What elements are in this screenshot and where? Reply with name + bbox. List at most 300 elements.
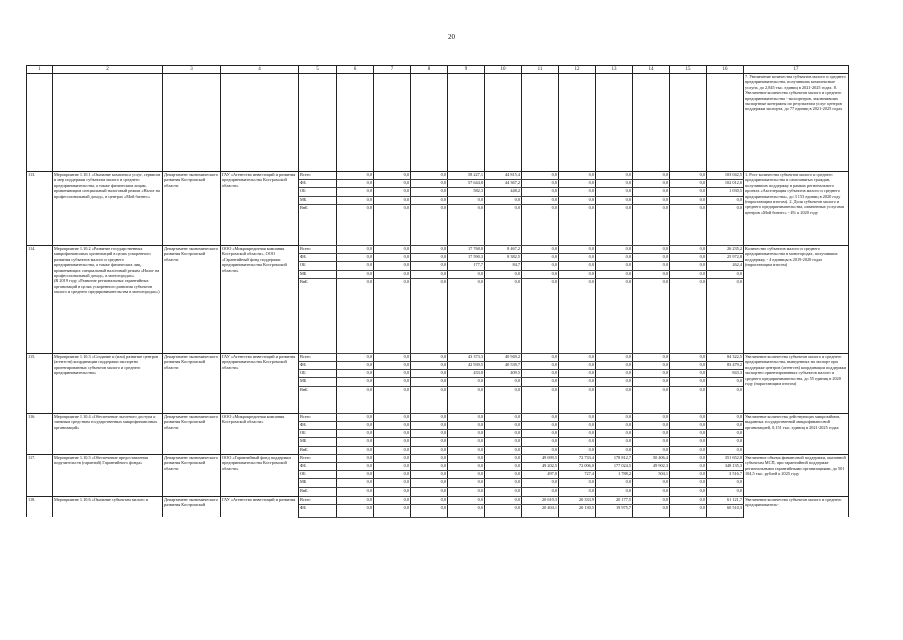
amount-cell: 448,2 (485, 188, 522, 196)
amount-cell: 0,0 (559, 254, 596, 262)
amount-cell: 0,0 (633, 504, 670, 517)
amount-cell: 0,0 (707, 270, 744, 278)
amount-cell: 0,0 (559, 446, 596, 454)
amount-cell: 0,0 (374, 254, 411, 262)
amount-cell: 0,0 (448, 462, 485, 470)
column-header: 1 (27, 66, 53, 74)
amount-cell: 42 939,5 (448, 362, 485, 370)
amount-cell: 0,0 (374, 386, 411, 413)
amount-cell: 0,0 (374, 487, 411, 496)
amount-cell: 19 975,7 (596, 504, 633, 517)
amount-cell: 0,0 (559, 180, 596, 188)
amount-cell: 0,0 (374, 471, 411, 479)
measure-cell: Мероприятие 1.10.2 «Развитие государственных микрофинансовых организаций в целях ускоренного развития субъектов малого и среднего предпринимательства, а также физических лиц, применяющих специальный налоговый режим «Налог на профессиональный доход», в моногородах». (В 2019 году «Развитие региональных гарантийных организаций в целях ускоренного развития субъектов малого и среднего предпринимательства в моногородах») (53, 245, 163, 353)
amount-cell: 0,0 (670, 438, 707, 446)
amount-cell: 0,0 (337, 362, 374, 370)
empty-cell (707, 74, 744, 172)
funding-source-cell: ОБ (299, 188, 337, 196)
amount-cell: 0,0 (522, 446, 559, 454)
amount-cell: 0,0 (337, 430, 374, 438)
funding-source-cell: ВнБ (299, 278, 337, 353)
amount-cell: 0,0 (485, 471, 522, 479)
amount-cell: 0,0 (374, 479, 411, 487)
amount-cell: 58 227,1 (448, 172, 485, 180)
funding-source-cell: ФБ (299, 254, 337, 262)
amount-cell: 0,0 (374, 504, 411, 517)
amount-cell: 0,0 (485, 204, 522, 245)
amount-cell: 61 121,7 (707, 496, 744, 504)
amount-cell: 0,0 (596, 278, 633, 353)
amount-cell: 0,0 (670, 204, 707, 245)
amount-cell: 0,0 (707, 430, 744, 438)
amount-cell: 843,3 (707, 370, 744, 378)
amount-cell: 0,0 (633, 446, 670, 454)
amount-cell: 0,0 (411, 446, 448, 454)
amount-cell: 0,0 (633, 353, 670, 361)
funding-source-cell: Всего (299, 413, 337, 421)
amount-cell: 0,0 (559, 413, 596, 421)
outcome-cell: Увеличение количества субъектов малого и среднего предпринимательства, выведенных на экспорт при поддержке центров (агентств) координации поддержки экспортно ориентированных субъектов малого и среднего предпринимательства, до 55 единиц в 2020 году (нарастающим итогом) (744, 353, 849, 413)
column-header: 14 (633, 66, 670, 74)
amount-cell: 0,0 (448, 446, 485, 454)
amount-cell: 84 322,5 (707, 353, 744, 361)
amount-cell: 1 788,2 (596, 471, 633, 479)
amount-cell: 60 510,3 (707, 504, 744, 517)
amount-cell: 0,0 (448, 204, 485, 245)
table-row (27, 172, 849, 180)
amount-cell: 0,0 (337, 172, 374, 180)
amount-cell: 0,0 (707, 204, 744, 245)
amount-cell: 0,0 (670, 471, 707, 479)
amount-cell: 0,0 (337, 454, 374, 462)
amount-cell: 0,0 (411, 370, 448, 378)
amount-cell: 0,0 (448, 504, 485, 517)
amount-cell: 0,0 (559, 262, 596, 270)
amount-cell: 0,0 (448, 496, 485, 504)
measure-cell: Мероприятие 1.10.4 «Обеспечение льготного доступа к заемным средствам государственных микрофинансовых организаций» (53, 413, 163, 454)
amount-cell: 0,0 (374, 438, 411, 446)
outcome-cell: 1. Рост количества субъектов малого и среднего предпринимательства и самозанятых граждан, получивших поддержку в рамках регионального проекта «Акселерация субъектов малого и среднего предпринимательства», до 3 153 единиц в 2020 году (нарастающим итогом). 2. Доля субъектов малого и среднего предпринимательства, охваченных услугами центров «Мой бизнес» - 4% к 2020 году (744, 172, 849, 246)
amount-cell: 0,0 (448, 422, 485, 430)
amount-cell: 0,0 (337, 496, 374, 504)
amount-cell: 0,0 (596, 270, 633, 278)
funding-source-cell: ФБ (299, 462, 337, 470)
amount-cell: 0,0 (559, 430, 596, 438)
amount-cell: 0,0 (670, 487, 707, 496)
amount-cell: 0,0 (559, 196, 596, 204)
amount-cell: 40 949,2 (485, 353, 522, 361)
amount-cell: 0,0 (374, 172, 411, 180)
column-header: 9 (448, 66, 485, 74)
amount-cell: 0,0 (707, 386, 744, 413)
column-header: 17 (744, 66, 849, 74)
funding-source-cell: ОБ (299, 430, 337, 438)
amount-cell: 0,0 (522, 487, 559, 496)
amount-cell: 17 590,3 (448, 254, 485, 262)
empty-cell (337, 74, 374, 172)
amount-cell: 0,0 (337, 196, 374, 204)
amount-cell: 0,0 (485, 504, 522, 517)
participant-cell: ГАУ «Агентство инвестиций и развития предпринимательства Костромской области» (221, 172, 299, 246)
amount-cell: 0,0 (670, 413, 707, 421)
amount-cell: 0,0 (337, 471, 374, 479)
amount-cell: 0,0 (337, 479, 374, 487)
empty-cell (299, 74, 337, 172)
amount-cell: 0,0 (374, 422, 411, 430)
amount-cell: 0,0 (485, 462, 522, 470)
outcome-cell: Количество субъектов малого и среднего предпринимательства в моногородах, получивших поддержку, - 4 единицы в 2019-2020 годах (нарастающим итогом) (744, 245, 849, 353)
amount-cell: 43 373,3 (448, 353, 485, 361)
amount-cell: 0,0 (374, 262, 411, 270)
funding-source-cell: МБ (299, 438, 337, 446)
amount-cell: 0,0 (411, 196, 448, 204)
amount-cell: 0,0 (670, 353, 707, 361)
amount-cell: 0,0 (522, 362, 559, 370)
amount-cell: 0,0 (559, 172, 596, 180)
program-table-sheet (26, 65, 847, 518)
row-number-cell: 116. (27, 413, 53, 454)
amount-cell: 0,0 (411, 454, 448, 462)
amount-cell: 0,0 (374, 454, 411, 462)
amount-cell: 0,0 (411, 504, 448, 517)
amount-cell: 0,0 (559, 487, 596, 496)
amount-cell: 0,0 (670, 254, 707, 262)
table-row (27, 454, 849, 462)
amount-cell: 0,0 (596, 262, 633, 270)
column-header: 15 (670, 66, 707, 74)
empty-cell (374, 74, 411, 172)
amount-cell: 0,0 (337, 180, 374, 188)
amount-cell: 50 406,4 (633, 454, 670, 462)
amount-cell: 0,0 (670, 196, 707, 204)
amount-cell: 0,0 (485, 413, 522, 421)
amount-cell: 0,0 (374, 353, 411, 361)
column-header: 7 (374, 66, 411, 74)
amount-cell: 0,0 (633, 487, 670, 496)
amount-cell: 49 202,5 (522, 462, 559, 470)
amount-cell: 0,0 (633, 204, 670, 245)
amount-cell: 0,0 (485, 278, 522, 353)
outcome-cell: Увеличение объема финансовой поддержки, оказанной субъектам МСП, при гарантийной поддержке региональными гарантийными организациями, до 501 104,5 тыс. рублей к 2025 году (744, 454, 849, 496)
amount-cell: 0,0 (596, 446, 633, 454)
table-row (27, 245, 849, 253)
amount-cell: 0,0 (596, 172, 633, 180)
measure-cell: Мероприятие 1.10.6 «Оказание субъектам малого и (53, 496, 163, 517)
amount-cell: 0,0 (670, 262, 707, 270)
empty-cell (411, 74, 448, 172)
amount-cell: 0,0 (670, 422, 707, 430)
amount-cell: 582,3 (448, 188, 485, 196)
amount-cell: 0,0 (559, 204, 596, 245)
row-number-cell: 113. (27, 172, 53, 246)
amount-cell: 0,0 (522, 353, 559, 361)
amount-cell: 0,0 (522, 370, 559, 378)
amount-cell: 0,0 (411, 204, 448, 245)
amount-cell: 0,0 (596, 487, 633, 496)
amount-cell: 0,0 (448, 438, 485, 446)
amount-cell: 20 404,1 (522, 504, 559, 517)
table-body (27, 74, 849, 518)
amount-cell: 177,7 (448, 262, 485, 270)
executor-cell: Департамент экономического развития Костромской области (163, 172, 221, 246)
amount-cell: 0,0 (485, 196, 522, 204)
amount-cell: 0,0 (596, 370, 633, 378)
amount-cell: 0,0 (448, 196, 485, 204)
amount-cell: 0,0 (633, 479, 670, 487)
amount-cell: 0,0 (411, 438, 448, 446)
amount-cell: 0,0 (448, 378, 485, 386)
table-row (27, 413, 849, 421)
amount-cell: 0,0 (485, 378, 522, 386)
amount-cell: 0,0 (337, 422, 374, 430)
amount-cell: 0,0 (670, 188, 707, 196)
program-measures-table (26, 65, 849, 518)
participant-cell: ООО «Микрокредитная компания Костромской области» (221, 413, 299, 454)
amount-cell: 0,0 (559, 378, 596, 386)
amount-cell: 0,0 (596, 378, 633, 386)
amount-cell: 8 382,5 (485, 254, 522, 262)
amount-cell: 0,0 (633, 413, 670, 421)
amount-cell: 44 367,2 (485, 180, 522, 188)
measure-cell: Мероприятие 1.10.3 «Создание и (или) развитие центров (агентств) координации поддержки экспортно ориентированных субъектов малого и среднего предпринимательства» (53, 353, 163, 413)
amount-cell: 0,0 (633, 370, 670, 378)
amount-cell: 0,0 (485, 496, 522, 504)
outcome-cell: Увеличение количества субъектов малого и среднего предприниматель- (744, 496, 849, 517)
amount-cell: 433,8 (448, 370, 485, 378)
amount-cell: 0,0 (374, 496, 411, 504)
amount-cell: 0,0 (337, 438, 374, 446)
amount-cell: 0,0 (448, 386, 485, 413)
amount-cell: 0,0 (559, 370, 596, 378)
amount-cell: 0,0 (374, 245, 411, 253)
amount-cell: 0,0 (670, 479, 707, 487)
amount-cell: 0,0 (633, 196, 670, 204)
amount-cell: 0,0 (485, 386, 522, 413)
amount-cell: 0,0 (448, 479, 485, 487)
amount-cell: 0,0 (559, 188, 596, 196)
amount-cell: 0,0 (411, 278, 448, 353)
amount-cell: 49 699,5 (522, 454, 559, 462)
amount-cell: 0,0 (411, 471, 448, 479)
amount-cell: 348 135,3 (707, 462, 744, 470)
funding-source-cell: МБ (299, 196, 337, 204)
amount-cell: 0,0 (337, 386, 374, 413)
amount-cell: 0,0 (411, 386, 448, 413)
amount-cell: 0,0 (411, 496, 448, 504)
amount-cell: 84,7 (485, 262, 522, 270)
amount-cell: 0,0 (411, 172, 448, 180)
amount-cell: 44 815,4 (485, 172, 522, 180)
funding-source-cell: ОБ (299, 471, 337, 479)
funding-source-cell: ВнБ (299, 487, 337, 496)
participant-cell: ООО «Микрокредитная компания Костромской области», ООО «Гарантийный фонд поддержки предпринимательства Костромской области» (221, 245, 299, 353)
amount-cell: 0,0 (411, 188, 448, 196)
amount-cell: 0,0 (374, 196, 411, 204)
amount-cell: 0,0 (522, 172, 559, 180)
amount-cell: 0,0 (448, 454, 485, 462)
amount-cell: 262,4 (707, 262, 744, 270)
amount-cell: 0,0 (337, 188, 374, 196)
measure-cell: Мероприятие 1.10.1 «Оказание комплекса услуг, сервисов и мер поддержки субъектам малого и среднего предпринимательства, а также физическим лицам, применяющим специальный налоговый режим «Налог на профессиональный доход», в центрах «Мой бизнес» (53, 172, 163, 246)
amount-cell: 0,0 (633, 262, 670, 270)
amount-cell: 0,0 (596, 180, 633, 188)
amount-cell: 0,0 (337, 446, 374, 454)
amount-cell: 0,0 (559, 278, 596, 353)
amount-cell: 0,0 (485, 479, 522, 487)
amount-cell: 0,0 (522, 422, 559, 430)
amount-cell: 0,0 (633, 386, 670, 413)
amount-cell: 0,0 (374, 462, 411, 470)
amount-cell: 0,0 (522, 270, 559, 278)
outcome-cell: 7. Увеличение количества субъектов малого и среднего предпринимательства, получивших комплексные услуги, до 2,845 тыс. единиц в 2021-2025 годах. 8. Увеличение количества субъектов малого и среднего предпринимательства - экспортеров, заключивших экспортные контракты по результатам услуг центров поддержки экспорта, до 77 единиц в 2021-2025 годах (744, 74, 849, 172)
empty-cell (633, 74, 670, 172)
amount-cell: 0,0 (670, 454, 707, 462)
amount-cell: 0,0 (411, 479, 448, 487)
amount-cell: 0,0 (707, 196, 744, 204)
amount-cell: 0,0 (522, 262, 559, 270)
amount-cell: 0,0 (337, 353, 374, 361)
amount-cell: 0,0 (374, 362, 411, 370)
amount-cell: 0,0 (522, 254, 559, 262)
funding-source-cell: МБ (299, 378, 337, 386)
amount-cell: 0,0 (522, 430, 559, 438)
amount-cell: 0,0 (411, 180, 448, 188)
amount-cell: 0,0 (337, 378, 374, 386)
empty-cell (221, 74, 299, 172)
amount-cell: 0,0 (337, 487, 374, 496)
amount-cell: 0,0 (411, 430, 448, 438)
amount-cell: 0,0 (485, 454, 522, 462)
amount-cell: 0,0 (633, 188, 670, 196)
amount-cell: 0,0 (596, 438, 633, 446)
amount-cell: 0,0 (337, 462, 374, 470)
funding-source-cell: ВнБ (299, 204, 337, 245)
amount-cell: 0,0 (596, 254, 633, 262)
participant-cell: ООО «Гарантийный фонд поддержки предпринимательства Костромской области» (221, 454, 299, 496)
empty-cell (485, 74, 522, 172)
amount-cell: 0,0 (337, 270, 374, 278)
amount-cell: 0,0 (707, 378, 744, 386)
amount-cell: 0,0 (670, 430, 707, 438)
amount-cell: 0,0 (596, 362, 633, 370)
amount-cell: 0,0 (670, 370, 707, 378)
amount-cell: 17 768,0 (448, 245, 485, 253)
executor-cell: Департамент экономического развития Костромской области (163, 413, 221, 454)
amount-cell: 0,0 (559, 353, 596, 361)
amount-cell: 0,0 (670, 386, 707, 413)
amount-cell: 0,0 (485, 438, 522, 446)
empty-cell (522, 74, 559, 172)
amount-cell: 25 972,8 (707, 254, 744, 262)
amount-cell: 0,0 (707, 479, 744, 487)
amount-cell: 0,0 (707, 446, 744, 454)
amount-cell: 0,0 (633, 245, 670, 253)
amount-cell: 0,0 (374, 378, 411, 386)
amount-cell: 0,0 (374, 278, 411, 353)
amount-cell: 0,0 (596, 353, 633, 361)
amount-cell: 72 006,0 (559, 462, 596, 470)
amount-cell: 0,0 (448, 278, 485, 353)
amount-cell: 0,0 (559, 422, 596, 430)
amount-cell: 0,0 (448, 430, 485, 438)
amount-cell: 0,0 (411, 262, 448, 270)
amount-cell: 0,0 (633, 180, 670, 188)
amount-cell: 409,5 (485, 370, 522, 378)
amount-cell: 0,0 (670, 245, 707, 253)
amount-cell: 497,0 (522, 471, 559, 479)
column-header: 8 (411, 66, 448, 74)
amount-cell: 0,0 (633, 362, 670, 370)
column-header: 4 (221, 66, 299, 74)
outcome-cell: Увеличение количества действующих микрозаймов, выданных государственной микрофинансовой организацией, 0,151 тыс. единиц в 2021-2025 годах (744, 413, 849, 454)
amount-cell: 0,0 (707, 422, 744, 430)
column-header: 12 (559, 66, 596, 74)
amount-cell: 0,0 (596, 422, 633, 430)
amount-cell: 351 652,0 (707, 454, 744, 462)
amount-cell: 0,0 (559, 386, 596, 413)
empty-cell (448, 74, 485, 172)
amount-cell: 0,0 (374, 204, 411, 245)
table-row (27, 496, 849, 504)
amount-cell: 0,0 (670, 362, 707, 370)
amount-cell: 0,0 (707, 438, 744, 446)
amount-cell: 0,0 (633, 270, 670, 278)
amount-cell: 20 333,9 (559, 496, 596, 504)
amount-cell: 0,0 (411, 362, 448, 370)
amount-cell: 0,0 (522, 413, 559, 421)
amount-cell: 83 479,2 (707, 362, 744, 370)
row-number-cell: 114. (27, 245, 53, 353)
funding-source-cell: ФБ (299, 504, 337, 517)
amount-cell: 0,0 (374, 370, 411, 378)
amount-cell: 0,0 (411, 378, 448, 386)
amount-cell: 0,0 (374, 188, 411, 196)
amount-cell: 0,0 (670, 180, 707, 188)
amount-cell: 0,0 (337, 504, 374, 517)
amount-cell: 102 012,0 (707, 180, 744, 188)
row-number-cell: 118. (27, 496, 53, 517)
amount-cell: 178 812,7 (596, 454, 633, 462)
amount-cell: 0,0 (448, 270, 485, 278)
amount-cell: 0,0 (707, 413, 744, 421)
amount-cell: 0,0 (633, 172, 670, 180)
amount-cell: 0,0 (522, 386, 559, 413)
amount-cell: 20 610,3 (522, 496, 559, 504)
empty-cell (596, 74, 633, 172)
amount-cell: 727,4 (559, 471, 596, 479)
amount-cell: 0,0 (670, 378, 707, 386)
amount-cell: 0,0 (337, 204, 374, 245)
executor-cell: Департамент экономического развития Костромской (163, 496, 221, 517)
amount-cell: 0,0 (337, 262, 374, 270)
amount-cell: 0,0 (670, 172, 707, 180)
column-header: 5 (299, 66, 337, 74)
amount-cell: 0,0 (596, 413, 633, 421)
amount-cell: 49 902,3 (633, 462, 670, 470)
amount-cell: 26 235,2 (707, 245, 744, 253)
amount-cell: 0,0 (411, 462, 448, 470)
amount-cell: 0,0 (337, 278, 374, 353)
funding-source-cell: ОБ (299, 370, 337, 378)
amount-cell: 72 733,4 (559, 454, 596, 462)
amount-cell: 0,0 (411, 353, 448, 361)
amount-cell: 0,0 (522, 479, 559, 487)
amount-cell: 40 539,7 (485, 362, 522, 370)
amount-cell: 0,0 (522, 188, 559, 196)
amount-cell: 0,0 (411, 254, 448, 262)
amount-cell: 0,0 (374, 270, 411, 278)
amount-cell: 0,0 (337, 413, 374, 421)
